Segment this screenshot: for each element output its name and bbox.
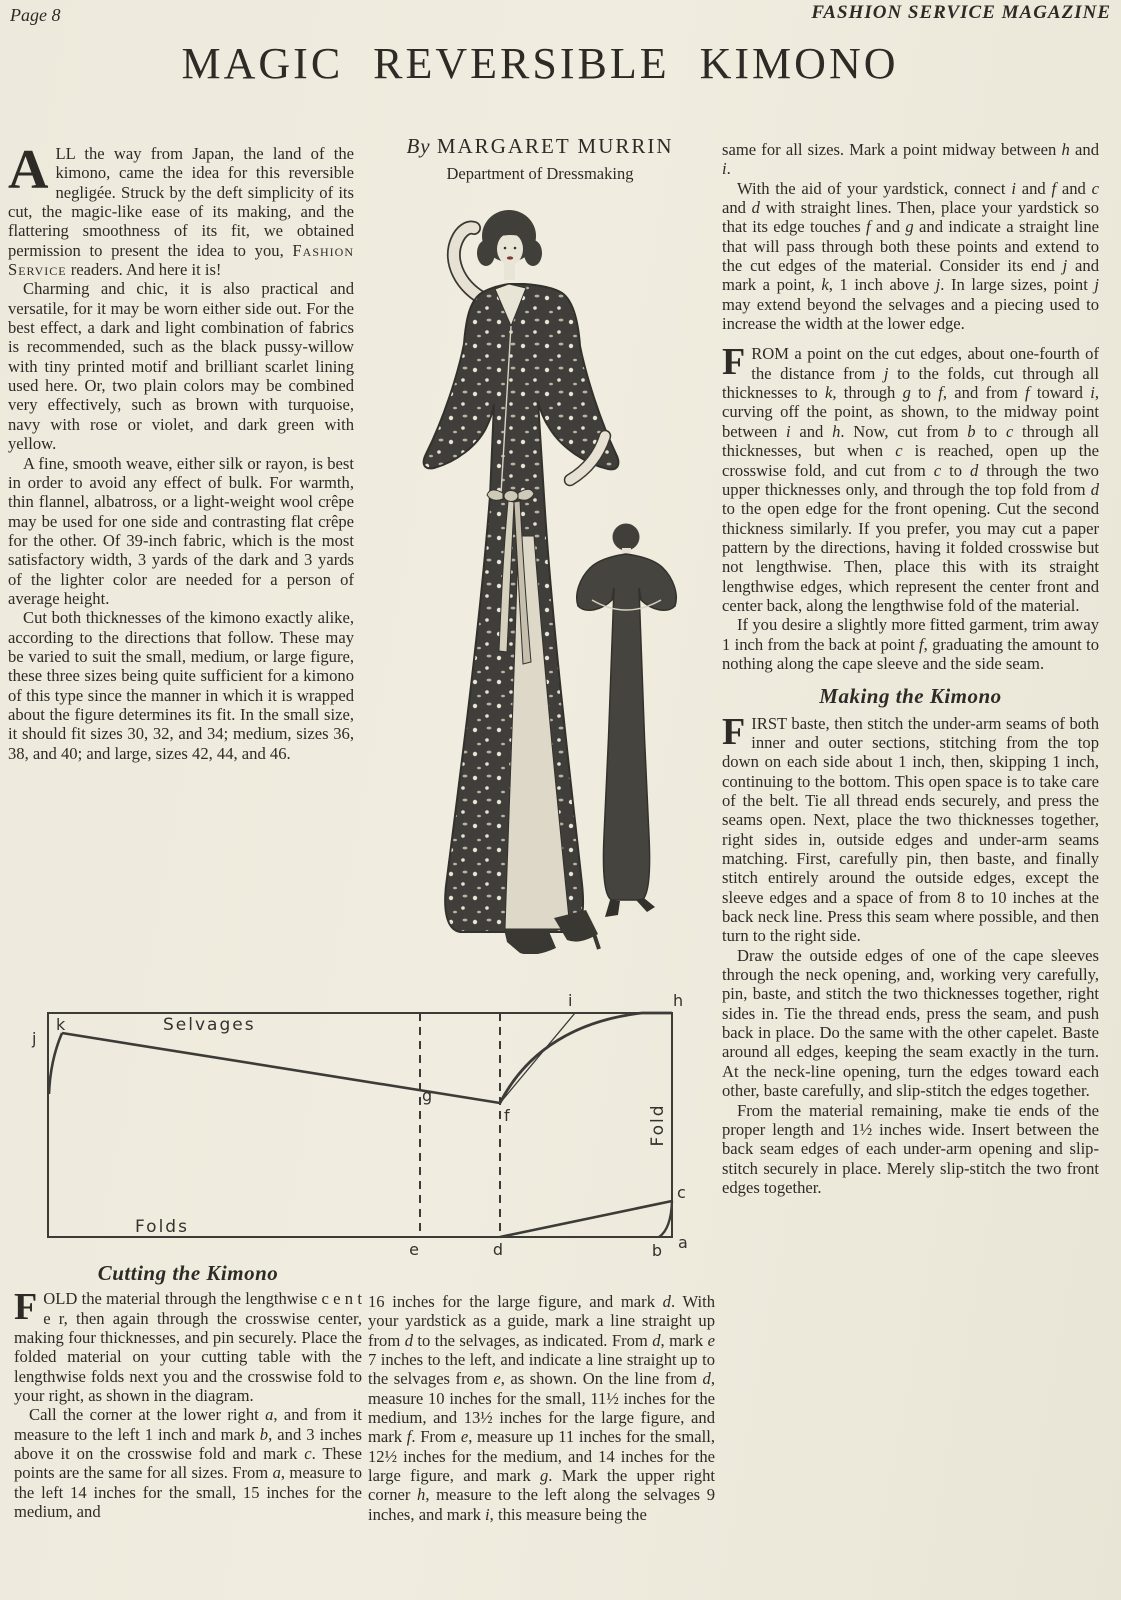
paragraph-from [722, 341, 1099, 615]
fold-label: Fold [648, 1103, 668, 1147]
paragraph-charming: Charming and chic, it is also practical and versatile, for it may be worn either side out. For the best effect, a dark and light combination of fabrics is recommended, such as the black pussy-willow with tiny printed motif and brilliant scarlet lining used here. Or, two plain colors may be combined very effectively, such as brown with turquoise, navy with rose or violet, and dark green with yellow. [8, 279, 354, 454]
paragraph-fitted: If you desire a slightly more fitted garment, trim away 1 inch from the back at point f, graduating the amount to nothing along the cape sleeve and the side seam. [722, 615, 1100, 673]
paragraph-fabrics: A fine, smooth weave, either silk or rayon, is best in order to avoid any effect of bulk. For warmth, thin flannel, albatross, or a light-weight wool crêpe may be used for one side and contrasting flat crêpe for the other. Of 39-inch fabric, which is the most satisfactory width, 3 yards of the dark and 3 yards of the lighter color are needed for a person of average height. [8, 453, 354, 608]
paragraph-text: ROM a point on the cut edges, about one-fourth of the distance from j to the folds, cut through all thicknesses to k, through g to f, and from f toward i, curving off the point, as shown, to the midway point between i and h. Now, cut from b to c through all thicknesses, but when c is reached, open up the crosswise fold, and cut from c to d through the two upper thicknesses only, and through the top fold from d to the open edge for the front opening. Cut the second thickness similarly. If you prefer, you may cut a paper pattern by the directions, having it folded crosswise but not lengthwise. Then, place this with its straight lengthwise edges, which represent the center front and center back, along the lengthwise fold of the material. [722, 344, 1099, 615]
paragraph-fold [14, 1286, 362, 1406]
cutting-diagram [30, 982, 692, 1267]
point-h: h [673, 991, 684, 1010]
cut-line-d-c [500, 1201, 672, 1237]
line-f-i [500, 1013, 575, 1103]
magazine-name: FASHION SERVICE MAGAZINE [811, 2, 1111, 23]
paragraph-sizes: Cut both thicknesses of the kimono exactly alike, according to the directions that follow. These may be varied to suit the small, medium, or large figure, these three sizes being quite sufficient for a kimono of this type since the manner in which it is wrapped about the figure determines its fit. In the small size, it should fit sizes 30, 32, and 34; medium, sizes 36, 38, and 40; and large, sizes 42, 44, and 46. [8, 608, 354, 763]
cutting-the-kimono-heading: Cutting the Kimono [97, 1261, 279, 1285]
front-shoe [504, 929, 556, 954]
shoe-heel [594, 934, 599, 949]
paragraph-draw: Draw the outside edges of one of the cape sleeves through the neck opening, and, working very carefully, pin, baste, and stitch the two thicknesses together, right sides in. Tie the thread ends, press the seam, and push back in place. Do the same with the other capelet. Baste around all edges, keeping the seam exactly in the turn. At the neck-line opening, turn the edges toward each other, baste carefully, and slip-stitch the edges together. [722, 945, 1099, 1101]
drop-cap-f: F [14, 1286, 38, 1329]
point-k: k [56, 1015, 66, 1034]
paragraph-text: IRST baste, then stitch the under-arm seams of both inner and outer sections, stitching from the top down on each side about 1 inch, then, skipping 1 inch, continuing to the bottom. This open space is to take care of the belt. Tie all thread ends securely, and press the seams open. Next, place the two thicknesses together, right sides in, outside edges and under-arm seams matching. First, carefully pin, then baste, and finally stitch entirely around the outside edges, except the sleeve edges and a space of from 8 to 10 inches at the back neck line. Press this seam where possible, and then turn to the right side. [722, 713, 1099, 946]
paragraph-continuation: same for all sizes. Mark a point midway between h and i. [722, 140, 1100, 179]
lips [507, 256, 513, 259]
left-eye [504, 247, 507, 250]
back-view-figure [577, 524, 677, 918]
cut-curve-b-c [659, 1201, 672, 1237]
center-column [366, 134, 714, 959]
drop-cap-f: F [722, 341, 746, 384]
drop-cap-f: F [722, 710, 746, 753]
face [497, 233, 523, 265]
left-column [8, 139, 354, 966]
point-f: f [504, 1106, 510, 1125]
point-d: d [492, 1240, 504, 1259]
paragraph-text: LL the way from Japan, the land of the kimono, came the idea for this reversible negligée. Struck by the deft simplicity of its cut, the magic-like ease of its making, and the flattering smoothness of its fit, we obtained permission to present the idea to you, Fashion Service readers. And here it is! [8, 144, 354, 280]
point-b: b [651, 1241, 663, 1260]
paragraph-call-corner: Call the corner at the lower right a, and from it measure to the left 1 inch and mark b, and 3 inches above it on the crosswise fold and mark c. These points are the same for all sizes. From a, measure to the left 14 inches for the small, 15 inches for the medium, and [14, 1405, 362, 1522]
kimono-fashion-illustration [374, 196, 706, 954]
bottom-center-column [368, 1292, 715, 1600]
paragraph-16-inches: 16 inches for the large figure, and mark d. With your yardstick as a guide, mark a line straight up from d to the selvages, as indicated. From d, mark e 7 inches to the left, and indicate a line straight up to the selvages from e, as shown. On the line from d, measure 10 inches for the small, 11½ inches for the medium, and 13½ inches for the large figure, and mark f. From e, measure up 11 inches for the small, 12½ inches for the medium, and 14 inches for the large figure, and mark g. Mark the upper right corner h, measure to the left along the selvages 9 inches, and mark i, this measure being the [368, 1292, 716, 1524]
back-hair [613, 524, 640, 551]
cut-line-k-f [62, 1033, 500, 1103]
byline [366, 134, 714, 159]
selvages-label: Selvages [163, 1015, 256, 1035]
paragraph-ties: From the material remaining, make tie ends of the proper length and 1½ inches wide. Insert between the back seam edges of each under-arm opening and slip-stitch securely in place. Merely slip-stitch the two front edges together. [722, 1100, 1099, 1197]
cut-curve-jk [49, 1033, 62, 1094]
drop-cap-a: A [8, 139, 49, 201]
point-e: e [409, 1240, 419, 1259]
point-a: a [678, 1233, 688, 1252]
article-title: MAGIC REVERSIBLE KIMONO [181, 39, 899, 88]
byline-by: By [406, 134, 431, 158]
neck [504, 263, 515, 280]
paragraph-first [722, 710, 1099, 946]
bow-knot [504, 491, 518, 502]
page-number: Page 8 [10, 5, 61, 25]
back-foot-left [605, 900, 620, 917]
bottom-left-column [14, 1261, 362, 1600]
making-the-kimono-heading: Making the Kimono [819, 684, 1002, 709]
point-g: g [422, 1086, 433, 1105]
back-foot-right [636, 898, 655, 912]
point-i: i [568, 991, 573, 1010]
hair-right-curl [524, 240, 542, 266]
intro-paragraph [8, 139, 354, 280]
back-gown [577, 554, 677, 900]
byline-author: MARGARET MURRIN [436, 134, 674, 158]
point-j: j [32, 1029, 37, 1048]
point-c: c [677, 1183, 686, 1202]
cut-curve-f-h [500, 1013, 672, 1103]
byline-department: Department of Dressmaking [446, 164, 634, 183]
folds-label: Folds [135, 1217, 189, 1237]
hair-left-curl [477, 240, 495, 266]
paragraph-yardstick: With the aid of your yardstick, connect i and f and c and d with straight lines. Then, place your yardstick so that its edge touches f and g and indicate a straight line that will pass through both these points and extend to the cut edges of the material. Consider its end j and mark a point, k, 1 inch above j. In large sizes, point j may extend beyond the selvages and a piecing used to increase the width at the lower edge. [722, 178, 1100, 334]
right-column [722, 140, 1099, 1600]
right-eye [514, 247, 517, 250]
paragraph-text: OLD the material through the lengthwise c e n t e r, then again through the crosswise center, making four thicknesses, and pin securely. Place the folded material on your cutting table with the lengthwise folds next you and the crosswise fold to your right, as shown in the diagram. [14, 1289, 362, 1406]
